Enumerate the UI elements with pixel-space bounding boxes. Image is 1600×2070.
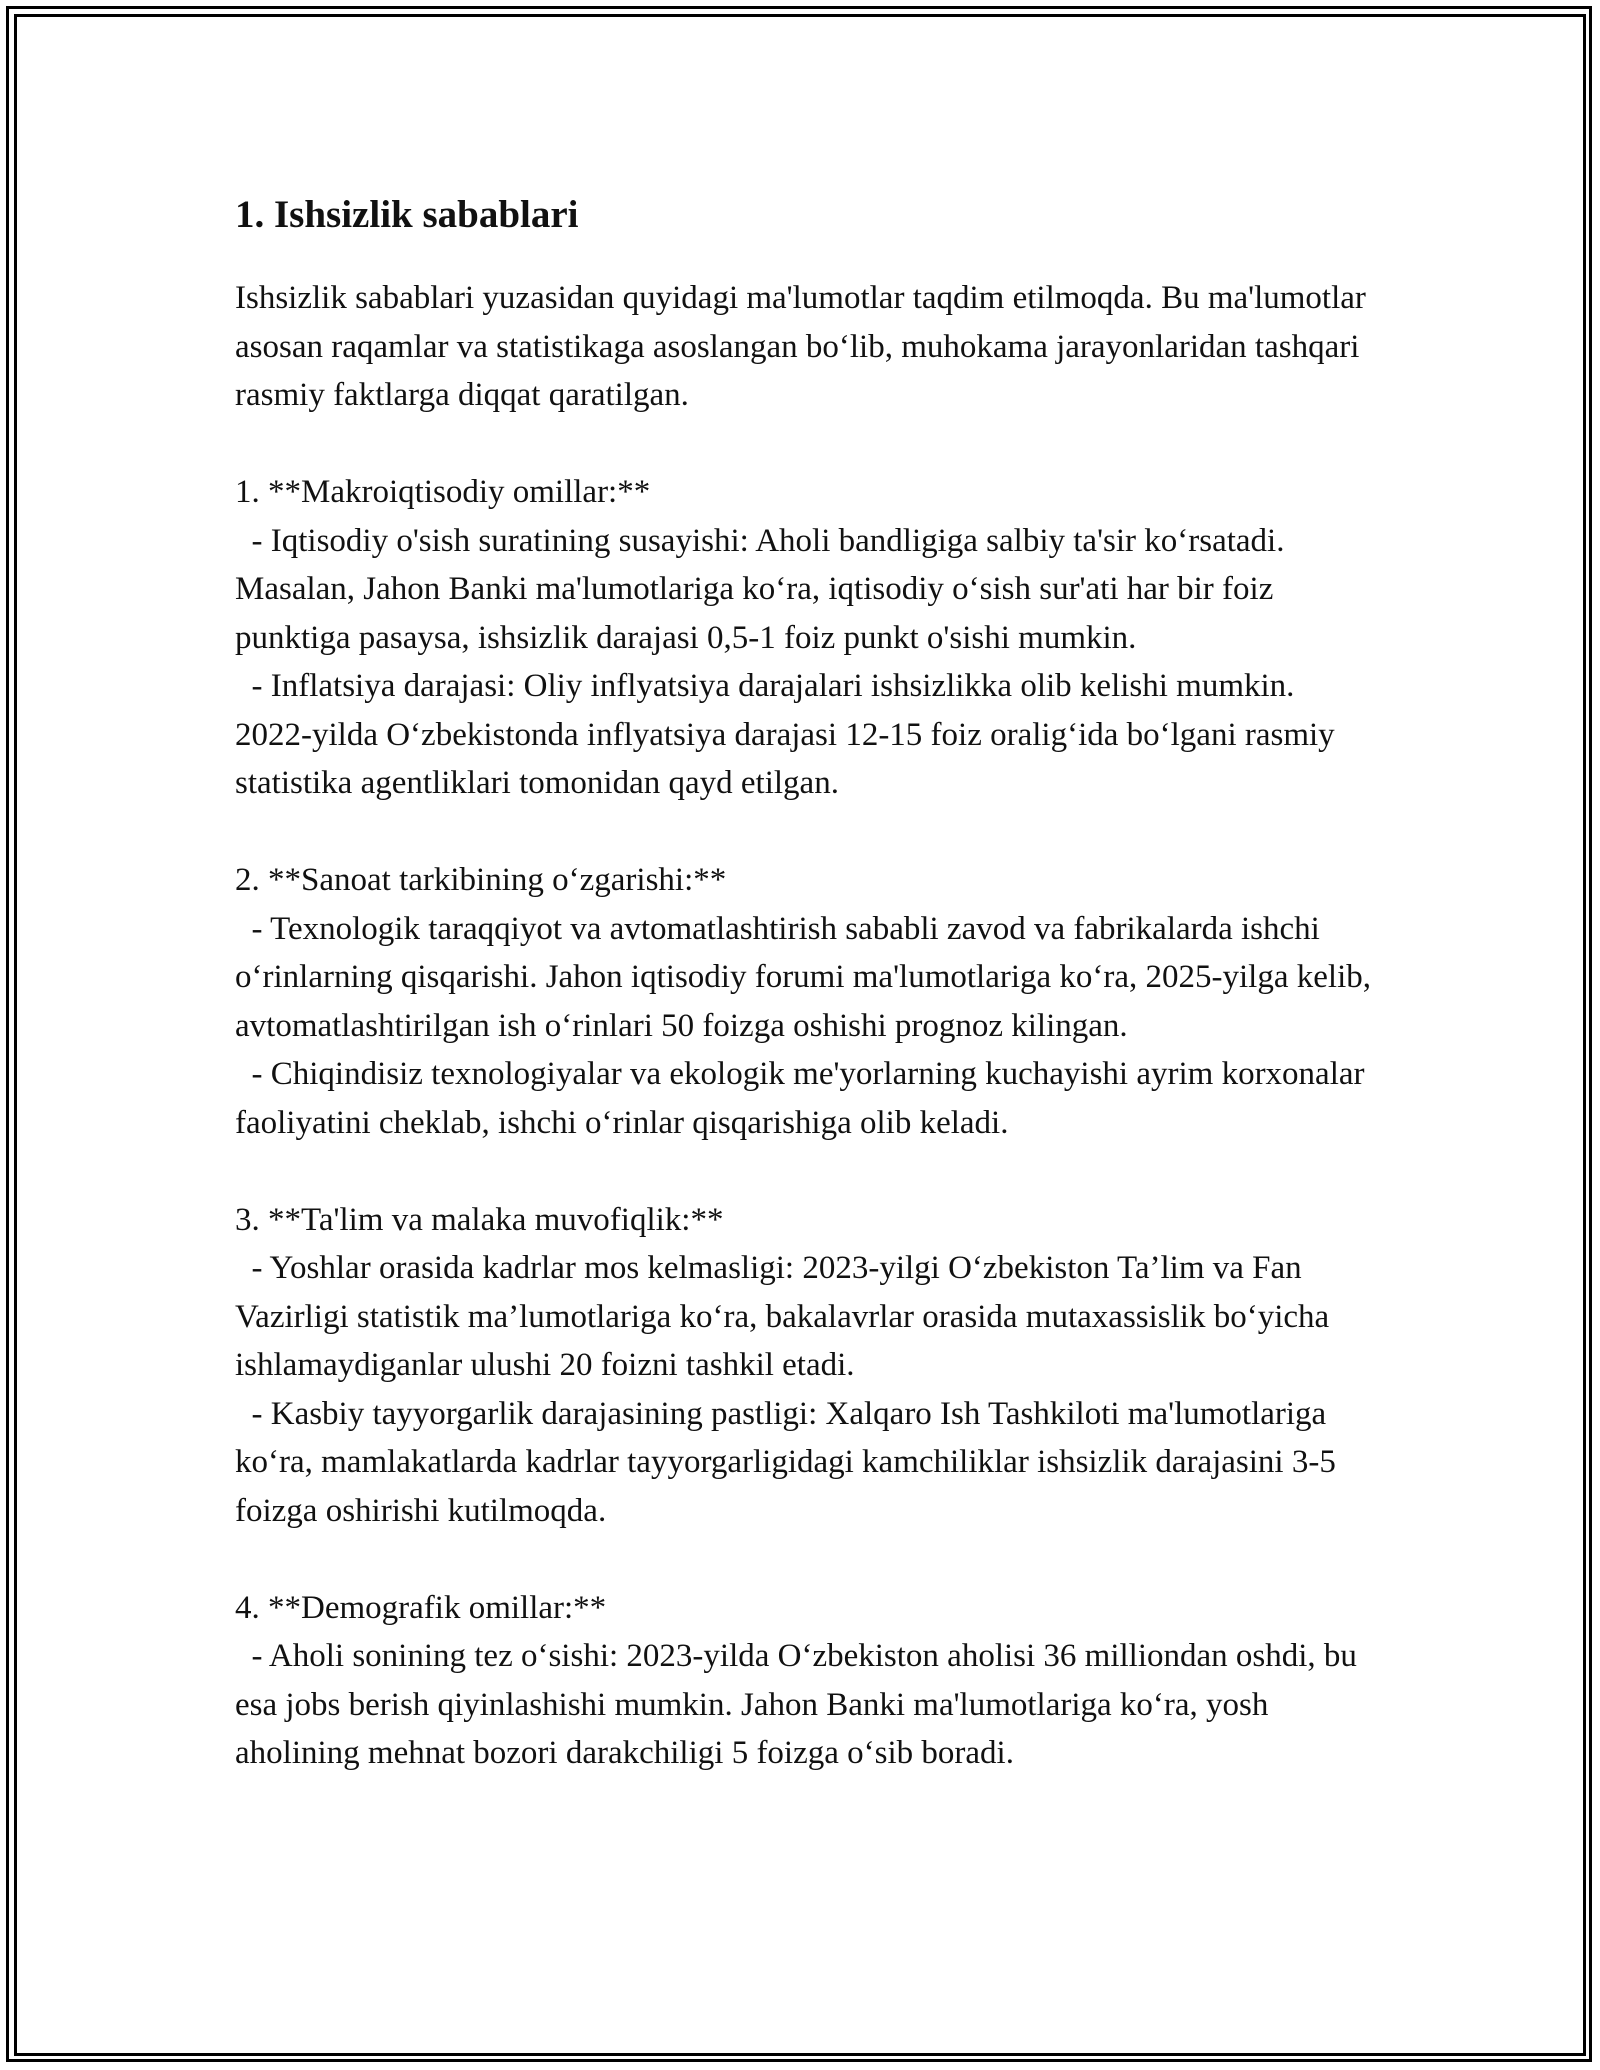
section-education <box>235 1196 1375 1536</box>
section-heading: 3. **Ta'lim va malaka muvofiqlik:** <box>235 1201 724 1238</box>
section-spacer <box>235 808 1375 857</box>
document-title: 1. Ishsizlik sabablari <box>235 193 579 236</box>
bullet-item: - Yoshlar orasida kadrlar mos kelmasligi: 2023-yilgi O‘zbekiston Ta’lim va Fan Vazirligi statistik ma’lumotlariga ko‘ra, bakalavrlar orasida mutaxassislik bo‘yicha ishlamaydiganlar ulushi 20 foizni tashkil etadi. <box>235 1250 1330 1383</box>
section-macroeconomic <box>235 468 1375 808</box>
section-industry <box>235 856 1375 1147</box>
section-heading: 4. **Demografik omillar:** <box>235 1589 607 1626</box>
document-body <box>235 186 1375 1778</box>
section-heading: 1. **Makroiqtisodiy omillar:** <box>235 474 651 510</box>
section-spacer <box>235 1147 1375 1196</box>
bullet-item: - Iqtisodiy o'sish suratining susayishi: Aholi bandligiga salbiy ta'sir ko‘rsatadi. Masalan, Jahon Banki ma'lumotlariga ko‘ra, iqtisodiy o‘sish sur'ati har bir foiz punktiga pasaysa, ishsizlik darajasi 0,5-1 foiz punkt o'sishi mumkin. <box>235 522 1285 656</box>
bullet-item: - Texnologik taraqqiyot va avtomatlashtirish sababli zavod va fabrikalarda ishchi o‘rinlarning qisqarishi. Jahon iqtisodiy forumi ma'lumotlariga ko‘ra, 2025-yilga kelib, avtomatlashtirilgan ish o‘rinlari 50 foizga oshishi prognoz kilingan. <box>235 910 1371 1044</box>
bullet-item: - Aholi sonining tez o‘sishi: 2023-yilda O‘zbekiston aholisi 36 milliondan oshdi, bu esa jobs berish qiyinlashishi mumkin. Jahon Banki ma'lumotlariga ko‘ra, yosh aholining mehnat bozori darakchiligi 5 foizga o‘sib boradi. <box>235 1638 1357 1771</box>
section-spacer <box>235 1535 1375 1584</box>
bullet-item: - Kasbiy tayyorgarlik darajasining pastligi: Xalqaro Ish Tashkiloti ma'lumotlariga ko‘ra, mamlakatlarda kadrlar tayyorgarligidagi kamchiliklar ishsizlik darajasini 3-5 foizga oshirishi kutilmoqda. <box>235 1395 1336 1529</box>
section-demographic <box>235 1584 1375 1778</box>
section-heading: 2. **Sanoat tarkibining o‘zgarishi:** <box>235 862 727 898</box>
intro-paragraph: Ishsizlik sabablari yuzasidan quyidagi ma'lumotlar taqdim etilmoqda. Bu ma'lumotlar asosan raqamlar va statistikaga asoslangan bo‘lib, muhokama jarayonlaridan tashqari rasmiy faktlarga diqqat qaratilgan. <box>235 280 1366 413</box>
bullet-item: - Inflatsiya darajasi: Oliy inflyatsiya darajalari ishsizlikka olib kelishi mumkin. 2022-yilda O‘zbekistonda inflyatsiya darajasi 12-15 foiz oralig‘ida bo‘lgani rasmiy statistika agentliklari tomonidan qayd etilgan. <box>235 668 1335 801</box>
section-spacer <box>235 420 1375 469</box>
bullet-item: - Chiqindisiz texnologiyalar va ekologik me'yorlarning kuchayishi ayrim korxonalar faoliyatini cheklab, ishchi o‘rinlar qisqarishiga olib keladi. <box>235 1056 1365 1141</box>
